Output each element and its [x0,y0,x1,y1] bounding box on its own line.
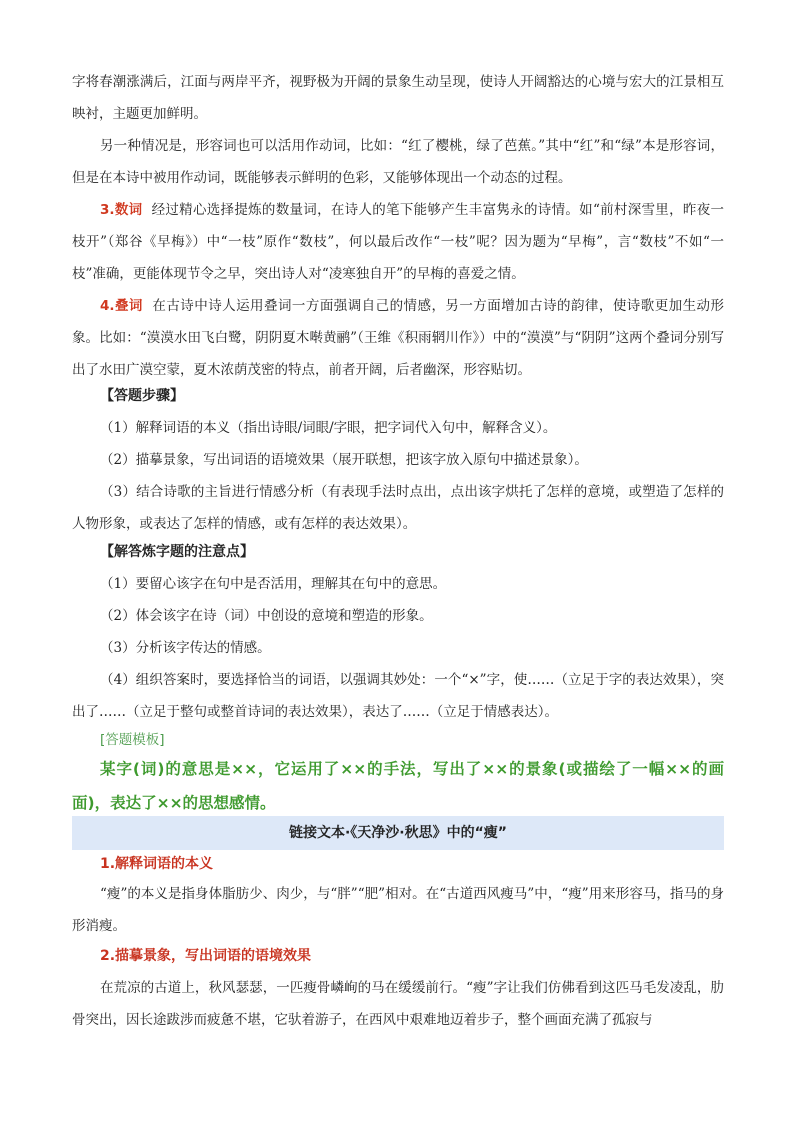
step-item: （2）描摹景象，写出词语的语境效果（展开联想，把该字放入原句中描述景象）。 [100,452,588,468]
section2-heading: 2.描摹景象，写出词语的语境效果 [100,948,312,964]
answer-template: 某字(词)的意思是××，它运用了××的手法，写出了××的景象(或描绘了一幅××的画面)，表达了××的思想感情。 [72,760,724,812]
linked-text-banner: 链接文本·《天净沙·秋思》中的“瘦” [72,816,724,850]
note-item: （4）组织答案时，要选择恰当的词语，以强调其妙处：一个“×”字，使……（立足于字的表达效果），突出了……（立足于整句或整首诗词的表达效果），表达了……（立足于情感表达）。 [72,672,724,720]
intro-paragraph: 字将春潮涨满后，江面与两岸平齐，视野极为开阔的景象生动呈现，使诗人开阔豁达的心境与宏大的江景相互映衬，主题更加鲜明。 [72,74,724,122]
numeral-label: 3.数词 [100,202,143,218]
note-item: （1）要留心该字在句中是否活用，理解其在句中的意思。 [100,576,447,592]
section2-text: 在荒凉的古道上，秋风瑟瑟，一匹瘦骨嶙峋的马在缓缓前行。“瘦”字让我们仿佛看到这匹马毛发凌乱，肋骨突出，因长途跋涉而疲惫不堪，它驮着游子，在西风中艰难地迈着步子，整个画面充满了孤寂与 [72,980,724,1028]
step-item: （3）结合诗歌的主旨进行情感分析（有表现手法时点出，点出该字烘托了怎样的意境，或塑造了怎样的人物形象，或表达了怎样的情感，或有怎样的表达效果）。 [72,484,724,532]
numeral-paragraph [72,194,724,290]
note-item: （2）体会该字在诗（词）中创设的意境和塑造的形象。 [100,608,433,624]
template-label: [答题模板] [100,732,165,748]
reduplication-paragraph [72,290,724,386]
step-item: （1）解释词语的本义（指出诗眼/词眼/字眼，把字词代入句中，解释含义）。 [100,420,557,436]
section1-heading: 1.解释词语的本义 [100,856,214,872]
adjective-paragraph: 另一种情况是，形容词也可以活用作动词，比如：“红了樱桃，绿了芭蕉。”其中“红”和“绿”本是形容词，但是在本诗中被用作动词，既能够表示鲜明的色彩，又能够体现出一个动态的过程。 [72,138,724,186]
notes-heading: 【解答炼字题的注意点】 [100,544,254,560]
reduplication-label: 4.叠词 [100,298,143,314]
reduplication-text: 在古诗中诗人运用叠词一方面强调自己的情感，另一方面增加古诗的韵律，使诗歌更加生动形象。比如：“漠漠水田飞白鹭，阴阴夏木啭黄鹂”（王维《积雨辋川作》）中的“漠漠”与“阴阴”这两个叠词分别写出了水田广漠空蒙，夏木浓荫茂密的特点，前者开阔，后者幽深，形容贴切。 [72,298,725,378]
steps-heading: 【答题步骤】 [100,388,184,404]
note-item: （3）分析该字传达的情感。 [100,640,271,656]
section1-text: “瘦”的本义是指身体脂肪少、肉少，与“胖”“肥”相对。在“古道西风瘦马”中，“瘦”用来形容马，指马的身形消瘦。 [72,886,724,934]
numeral-text: 经过精心选择提炼的数量词，在诗人的笔下能够产生丰富隽永的诗情。如“前村深雪里，昨夜一枝开”（郑谷《早梅》）中“一枝”原作“数枝”，何以最后改作“一枝”呢？因为题为“早梅”，言“数枝”不如“一枝”准确，更能体现节令之早，突出诗人对“凌寒独自开”的早梅的喜爱之情。 [72,202,724,282]
